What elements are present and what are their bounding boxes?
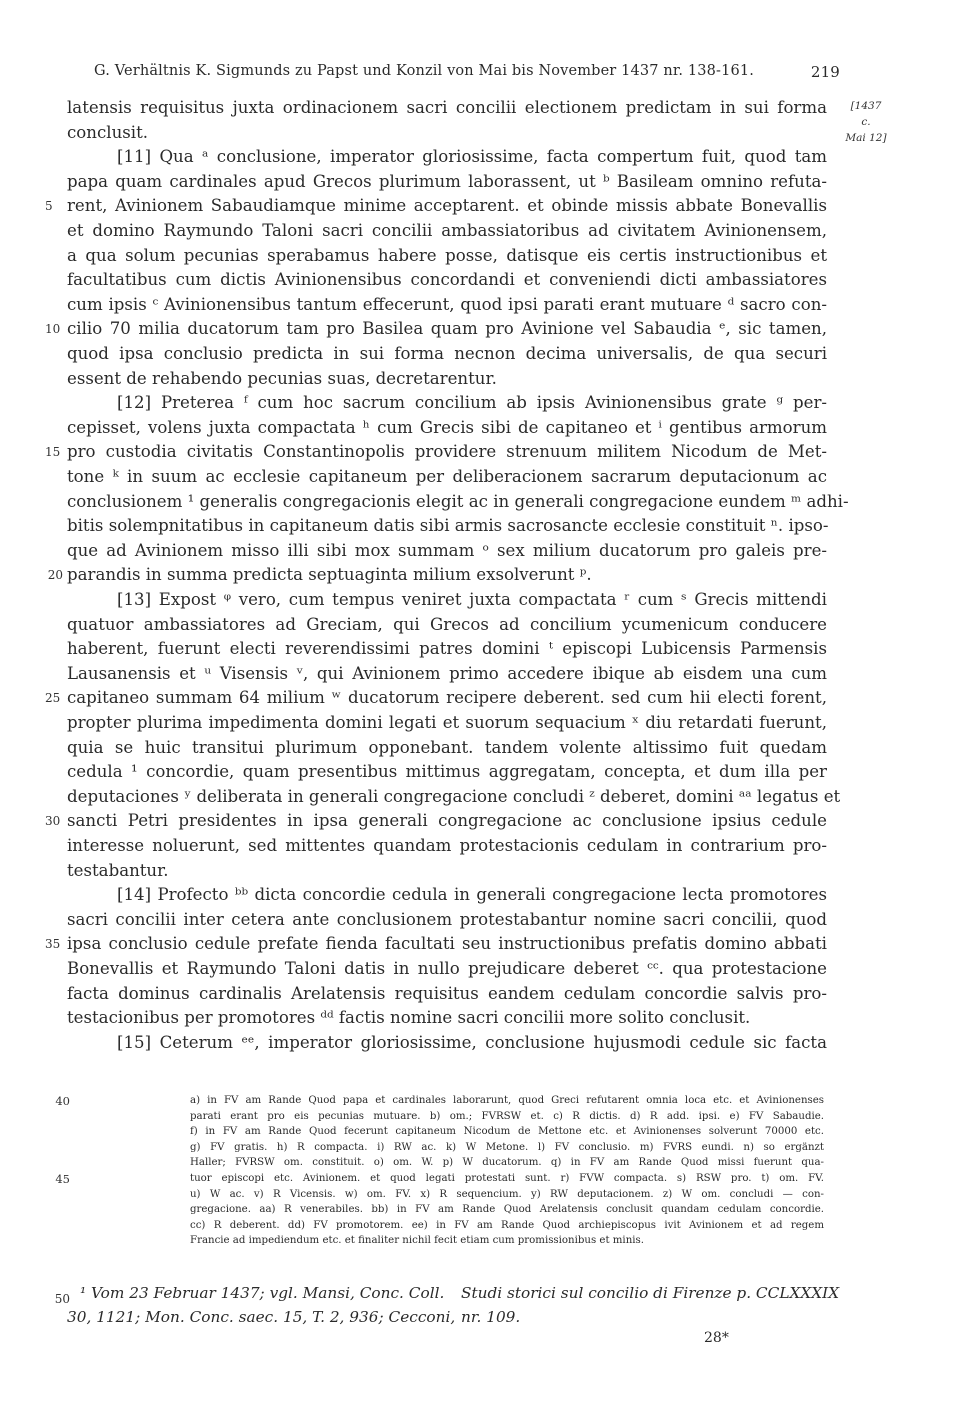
text-line: [45, 809, 827, 833]
line-text: [11] Qua ᵃ conclusione, imperator gloriosissime, facta compertum fuit, quod tam: [117, 147, 827, 167]
line-number: 25: [45, 691, 61, 706]
text-line: [67, 982, 827, 1006]
line-text: interesse noluerunt, sed mittentes quandam protestacionis cedulam in contrarium pro-: [67, 836, 827, 855]
line-text: cedula ¹ concordie, quam presentibus mittimus aggregatam, concepta, et dum illa per: [67, 762, 827, 782]
text-line: [45, 317, 827, 341]
footnote-line: gregacione. aa) R venerabiles. bb) in FV am Rande Quod Arelatensis conclusit quandam cedulam concordie.: [190, 1204, 824, 1216]
text-line: [67, 465, 827, 489]
footnote-line: parati erant pro eis pecunias mutuare. b) om.; FVRSW et. c) R dictis. d) R add. ipsi. e) FV Sabaudie.: [190, 1110, 824, 1122]
line-text: bitis solempnitatibus in capitaneum datis sibi armis sacrosancte ecclesie constituit ⁿ. ipso-: [67, 516, 829, 536]
line-number: 30: [45, 814, 61, 829]
footnote-line: tuor episcopi etc. Avinionem. et quod legati protestati sunt. r) FVW compacta. s) RSW pro. t) om. FV.: [190, 1173, 824, 1184]
text-line: [67, 662, 827, 686]
text-line: [67, 908, 827, 932]
margin-date-note: [842, 98, 890, 146]
text-line: [45, 194, 827, 218]
text-line: [45, 440, 827, 464]
line-text: testabantur.: [67, 860, 169, 880]
reference-left-line: 30, 1121; Mon. Conc. saec. 15, T. 2, 936; Cecconi,: [67, 1308, 456, 1326]
text-line: [67, 785, 841, 809]
margin-note-line: [1437: [850, 100, 882, 112]
line-text: Lausanensis et ᵘ Visensis ᵛ, qui Avinionem primo accedere ibique ab eisdem una cum: [67, 663, 827, 683]
line-number: 10: [45, 322, 61, 337]
line-text: facta dominus cardinalis Arelatensis requisitus eandem cedulam concordie salvis pro-: [67, 983, 827, 1003]
text-line: [67, 244, 827, 268]
line-text: conclusionem ¹ generalis congregacionis elegit ac in generali congregacione eundem ᵐ adhi-: [67, 491, 849, 511]
line-text: parandis in summa predicta septuaginta milium exsolverunt ᵖ.: [67, 565, 592, 585]
line-text: quod ipsa conclusio predicta in sui forma necnon decima universalis, de qua securi: [67, 344, 827, 363]
text-line: [67, 1006, 827, 1030]
line-text: papa quam cardinales apud Grecos plurimum laborassent, ut ᵇ Basileam omnino refuta-: [67, 171, 827, 191]
line-text: Bonevallis et Raymundo Taloni datis in nullo prejudicare deberet ᶜᶜ. qua protestacione: [67, 959, 827, 978]
footnote-line: f) in FV am Rande Quod fecerunt capitaneum Nicodum de Mettone etc. et Avinionenses solverunt 70000 etc.: [190, 1126, 824, 1138]
line-text: sacri concilii inter cetera ante conclusionem protestabantur nomine sacri concilii, quod: [67, 909, 827, 929]
text-line: [45, 932, 827, 956]
line-number: 35: [45, 937, 61, 952]
text-line: [67, 145, 827, 169]
text-line: [67, 539, 827, 563]
line-text: latensis requisitus juxta ordinacionem sacri concilii electionem predictam in sui forma: [67, 98, 827, 117]
line-text: [13] Expost ᵠ vero, cum tempus veniret juxta compactata ʳ cum ˢ Grecis mittendi: [117, 590, 827, 609]
text-line: [67, 367, 827, 391]
text-line: [67, 736, 827, 760]
line-number: 5: [45, 199, 53, 214]
footnote-line: a) in FV am Rande Quod papa et cardinales laborarunt, quod Greci refutarent omnia loca etc. et Avinionenses: [190, 1095, 824, 1106]
line-text: ipsa conclusio cedule prefate fienda facultati seu instructionibus prefatis domino abbati: [67, 934, 827, 954]
footnote-line-number: 45: [55, 1172, 70, 1186]
line-number: 15: [45, 445, 61, 460]
margin-note-line: c.: [861, 116, 871, 128]
running-header: [94, 63, 840, 87]
footnote-line: Haller; FVRSW om. constituit. o) om. W. p) W ducatorum. q) in FV am Rande Quod missi fuerunt qua-: [190, 1157, 824, 1169]
line-text: a qua solum pecunias sperabamus habere posse, datisque eis certis instructionibus et: [67, 245, 827, 265]
text-line: [67, 391, 827, 415]
line-text: [15] Ceterum ᵉᵉ, imperator gloriosissime, conclusione hujusmodi cedule sic facta: [117, 1032, 827, 1052]
reference-left-line: ¹ Vom 23 Februar 1437; vgl. Mansi, Conc. Coll.: [80, 1284, 445, 1302]
text-line: [45, 686, 827, 710]
line-text: pro custodia civitatis Constantinopolis providere strenuum militem Nicodum de Met-: [67, 442, 827, 462]
text-line: [67, 588, 827, 612]
reference-right-line: nr. 109.: [461, 1308, 521, 1326]
text-line: [67, 268, 827, 292]
reference-right-line: Studi storici sul concilio di Firenze p. CCLXXXIX: [461, 1284, 840, 1302]
text-line: [67, 760, 827, 784]
text-line: [67, 883, 827, 907]
line-number: 20: [47, 568, 63, 583]
line-text: [14] Profecto ᵇᵇ dicta concordie cedula in generali congregacione lecta promotores: [117, 885, 827, 905]
footnote-line: Francie ad impediendum etc. et finaliter nichil fecit etiam cum promissionibus et minis.: [190, 1235, 644, 1247]
line-text: haberent, fuerunt electi reverendissimi patres domini ᵗ episcopi Lubicensis Parmensis: [67, 639, 827, 659]
line-text: cum ipsis ᶜ Avinionensibus tantum effecerunt, quod ipsi parati erant mutuare ᵈ sacro con-: [67, 294, 827, 314]
text-line: [67, 293, 827, 317]
footnote-line-number: 40: [55, 1094, 70, 1108]
text-line: [67, 170, 827, 194]
line-text: [12] Preterea ᶠ cum hoc sacrum concilium ab ipsis Avinionensibus grate ᵍ per-: [117, 393, 827, 413]
text-line: [47, 563, 827, 587]
text-line: [67, 613, 827, 637]
text-line: [67, 637, 827, 661]
text-line: [67, 834, 827, 858]
margin-note-line: Mai 12]: [845, 132, 887, 144]
text-line: [67, 711, 827, 735]
text-line: [67, 219, 827, 243]
line-text: deputaciones ʸ deliberata in generali congregacione concludi ᶻ deberet, domini ᵃᵃ legatus et: [67, 786, 841, 806]
line-text: rent, Avinionem Sabaudiamque minime acceptarent. et obinde missis abbate Bonevallis: [67, 196, 827, 216]
line-text: cilio 70 milia ducatorum tam pro Basilea quam pro Avinione vel Sabaudia ᵉ, sic tamen,: [67, 319, 827, 339]
line-number: 50: [54, 1292, 70, 1306]
line-text: testacionibus per promotores ᵈᵈ factis nomine sacri concilii more solito conclusit.: [67, 1008, 751, 1028]
running-title: G. Verhältnis K. Sigmunds zu Papst und Konzil von Mai bis November 1437 nr. 138-161.: [94, 63, 754, 79]
line-text: capitaneo summam 64 milium ʷ ducatorum recipere deberent. sed cum hii electi forent,: [67, 688, 827, 708]
text-line: [67, 121, 827, 145]
text-line: [67, 859, 827, 883]
line-text: quia se huic transitui plurimum opponebant. tandem volente altissimo fuit quedam: [67, 737, 827, 757]
text-line: [67, 490, 849, 514]
text-line: [67, 514, 827, 538]
footnote-line: u) W ac. v) R Vicensis. w) om. FV. x) R sequencium. y) RW deputacionem. z) W om. concludi — con-: [190, 1188, 824, 1200]
line-text: que ad Avinionem misso illi sibi mox summam ᵒ sex milium ducatorum pro galeis pre-: [67, 540, 827, 560]
page-number: 219: [810, 63, 840, 81]
signature-mark: 28*: [704, 1330, 729, 1346]
line-text: tone ᵏ in suum ac ecclesie capitaneum per deliberacionem sacrarum deputacionum ac: [67, 467, 827, 486]
footnote-line: cc) R deberent. dd) FV promotorem. ee) in FV am Rande Quod archiepiscopus ivit Avinionem et ad regem: [190, 1219, 824, 1231]
line-text: facultatibus cum dictis Avinionensibus concordandi et conveniendi dicti ambassiatores: [67, 270, 827, 290]
text-line: [67, 957, 827, 981]
text-line: [67, 342, 827, 366]
footnote-line: g) FV gratis. h) R compacta. i) RW ac. k) W Metone. l) FV conclusio. m) FVRS eundi. n) so ergänzt: [190, 1141, 824, 1153]
line-text: quatuor ambassiatores ad Greciam, qui Grecos ad concilium ycumenicum conducere: [67, 614, 827, 634]
line-text: conclusit.: [67, 122, 149, 142]
line-text: propter plurima impedimenta domini legati et suorum sequacium ˣ diu retardati fuerunt,: [67, 713, 827, 732]
line-text: essent de rehabendo pecunias suas, decretarentur.: [67, 368, 497, 388]
text-line: [67, 416, 827, 440]
text-line: [67, 1031, 827, 1055]
line-text: cepisset, volens juxta compactata ʰ cum Grecis sibi de capitaneo et ⁱ gentibus armorum: [67, 417, 827, 437]
text-line: [67, 96, 827, 120]
line-text: sancti Petri presidentes in ipsa generali congregacione ac conclusione ipsius cedule: [67, 811, 827, 831]
line-text: et domino Raymundo Taloni sacri concilii ambassiatoribus ad civitatem Avinionensem,: [67, 221, 827, 240]
